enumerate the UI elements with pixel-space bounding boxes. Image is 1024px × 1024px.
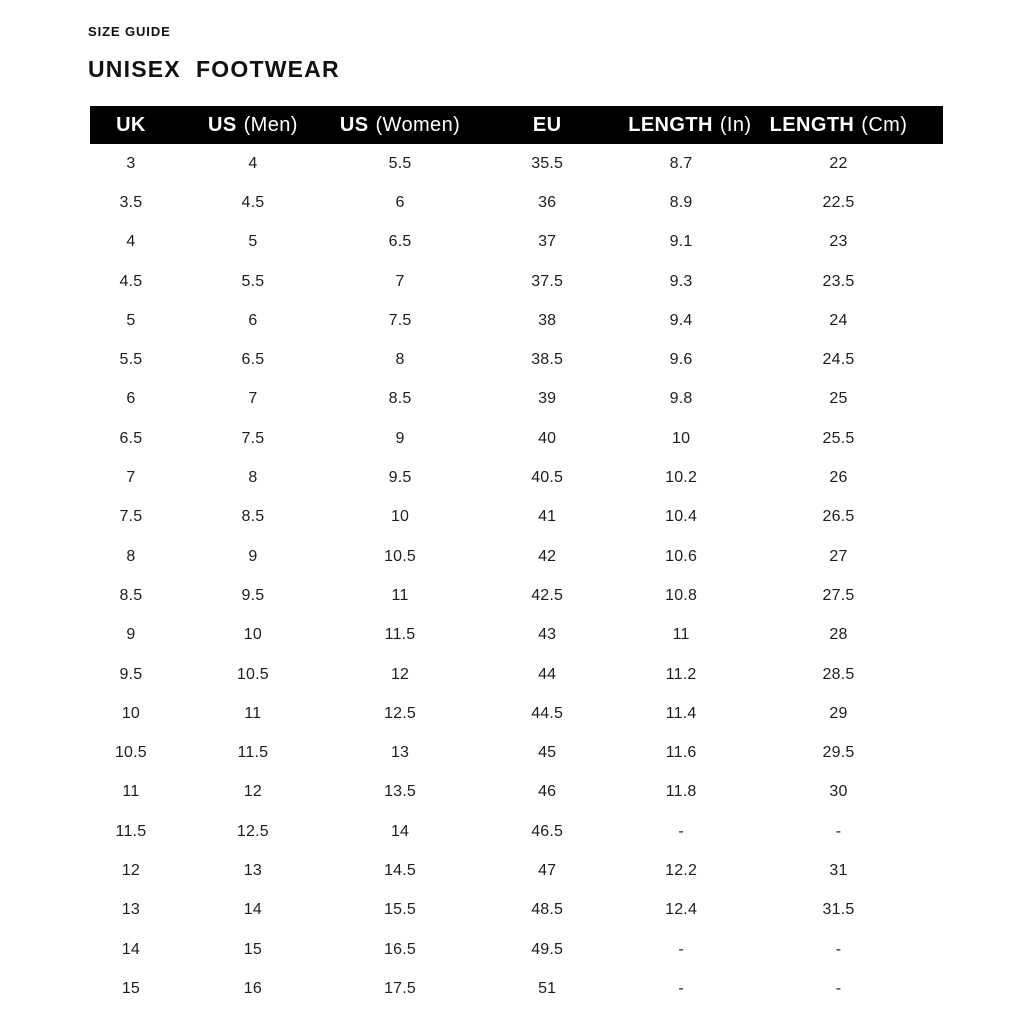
size-cell: 10 (121, 704, 141, 722)
size-cell: 22 (829, 154, 848, 172)
size-cell: 8.9 (669, 193, 693, 211)
size-cell: 11.5 (237, 744, 269, 762)
table-row (90, 498, 943, 537)
table-row (90, 616, 943, 655)
size-cell: 10.8 (665, 586, 698, 604)
table-row (90, 655, 943, 694)
size-cell: 9 (395, 429, 405, 447)
size-cell: 10 (390, 508, 410, 526)
size-cell: - (678, 822, 684, 840)
size-cell: 13.5 (384, 783, 417, 801)
size-cell: 6 (126, 390, 136, 408)
size-cell: 25 (829, 390, 848, 408)
size-cell: 22.5 (822, 193, 855, 211)
header-cell-us-women (334, 106, 466, 144)
size-cell: 11 (244, 704, 262, 722)
size-cell: 29 (829, 704, 848, 722)
header-cell-length-cm (734, 106, 943, 144)
size-cell: 4.5 (119, 272, 143, 290)
size-cell: 11.6 (665, 744, 697, 762)
size-cell: 6.5 (388, 233, 412, 251)
header-main-label: EU (532, 113, 562, 136)
size-cell: 27 (829, 547, 848, 565)
size-cell: 28 (829, 626, 848, 644)
size-cell: 27.5 (822, 586, 855, 604)
size-cell: 23 (829, 233, 848, 251)
size-cell: 12.4 (665, 901, 698, 919)
size-cell: 44 (538, 665, 557, 683)
size-cell: 9.5 (241, 586, 265, 604)
size-cell: 11.2 (665, 665, 697, 683)
header-main-label: US (339, 113, 369, 136)
table-row (90, 380, 943, 419)
size-cell: - (678, 979, 684, 997)
size-cell: 38 (538, 311, 557, 329)
size-cell: 37.5 (531, 272, 564, 290)
size-cell: 25.5 (822, 429, 855, 447)
size-cell: 10.2 (665, 469, 698, 487)
size-cell: 15 (243, 940, 262, 958)
table-row (90, 223, 943, 262)
size-cell: 29.5 (822, 744, 855, 762)
header-cell-uk (90, 106, 172, 144)
size-cell: 12.5 (236, 822, 269, 840)
table-row (90, 144, 943, 183)
header-main-label: UK (116, 113, 146, 136)
size-cell: 5 (126, 311, 136, 329)
size-cell: 47 (538, 861, 557, 879)
size-cell: - (835, 940, 842, 958)
table-row (90, 419, 943, 458)
size-cell: 12.2 (665, 861, 698, 879)
size-cell: 5 (248, 233, 258, 251)
size-cell: 51 (538, 979, 557, 997)
size-cell: 26 (829, 469, 848, 487)
size-cell: 17.5 (384, 979, 417, 997)
size-cell: 4 (126, 233, 136, 251)
table-row (90, 773, 943, 812)
table-row (90, 851, 943, 890)
size-cell: 10 (243, 626, 262, 644)
size-cell: 5.5 (119, 351, 143, 369)
size-cell: 11.5 (384, 626, 416, 644)
size-cell: 14 (243, 901, 262, 919)
size-cell: 11.8 (665, 783, 697, 801)
size-cell: 4 (248, 154, 258, 172)
size-cell: 49.5 (531, 940, 564, 958)
size-cell: 31 (829, 861, 848, 879)
size-cell: 8 (126, 547, 136, 565)
size-cell: 11 (391, 586, 409, 604)
size-cell: 11.5 (115, 822, 147, 840)
size-cell: 3 (126, 154, 136, 172)
size-cell: 39 (538, 390, 557, 408)
size-cell: 10.5 (114, 744, 147, 762)
size-cell: 13 (243, 861, 262, 879)
size-cell: - (835, 979, 842, 997)
table-row (90, 183, 943, 222)
header-suffix-label: (Women) (375, 113, 461, 136)
size-cell: 13 (390, 744, 410, 762)
size-cell: 44.5 (531, 704, 564, 722)
size-cell: 48.5 (531, 901, 564, 919)
size-cell: 6 (395, 193, 405, 211)
size-guide-kicker: SIZE GUIDE (88, 24, 171, 39)
size-cell: 14.5 (384, 861, 417, 879)
size-cell: 31.5 (822, 901, 855, 919)
size-cell: 7.5 (241, 429, 265, 447)
size-cell: 24 (829, 311, 848, 329)
size-cell: 30 (829, 783, 848, 801)
header-suffix-label: (Cm) (861, 113, 908, 136)
size-cell: - (678, 940, 684, 958)
size-cell: 11 (672, 626, 690, 644)
size-cell: 37 (538, 233, 557, 251)
size-cell: 10.5 (384, 547, 417, 565)
size-cell: 46.5 (531, 822, 564, 840)
table-row (90, 694, 943, 733)
size-cell: 26.5 (822, 508, 855, 526)
size-cell: 43 (538, 626, 557, 644)
header-main-label: US (207, 113, 237, 136)
size-cell: 10.6 (665, 547, 698, 565)
size-cell: 15.5 (384, 901, 417, 919)
table-row (90, 812, 943, 851)
size-cell: 38.5 (531, 351, 564, 369)
size-cell: 9.5 (388, 469, 412, 487)
size-cell: 8.5 (119, 586, 143, 604)
table-row (90, 301, 943, 340)
size-cell: 42.5 (531, 586, 564, 604)
header-main-label: LENGTH (628, 113, 713, 136)
size-cell: 13 (121, 901, 141, 919)
header-cell-length-in (628, 106, 752, 144)
size-table (90, 106, 943, 1009)
size-cell: 9.4 (669, 311, 693, 329)
size-cell: - (835, 822, 842, 840)
size-cell: 9.5 (119, 665, 143, 683)
size-cell: 40.5 (531, 469, 564, 487)
header-cell-us-men (172, 106, 334, 144)
size-cell: 15 (121, 979, 141, 997)
size-cell: 42 (538, 547, 557, 565)
header-cell-eu (466, 106, 628, 144)
table-row (90, 262, 943, 301)
size-cell: 6.5 (241, 351, 265, 369)
size-cell: 41 (538, 508, 557, 526)
size-cell: 16 (243, 979, 262, 997)
size-cell: 23.5 (822, 272, 855, 290)
size-cell: 8 (248, 469, 258, 487)
size-cell: 7 (395, 272, 405, 290)
size-cell: 46 (538, 783, 557, 801)
size-cell: 6.5 (119, 429, 143, 447)
table-row (90, 733, 943, 772)
size-cell: 7.5 (388, 311, 412, 329)
size-cell: 3.5 (119, 193, 143, 211)
size-cell: 28.5 (822, 665, 855, 683)
size-cell: 8.5 (388, 390, 412, 408)
size-cell: 5.5 (388, 154, 412, 172)
size-cell: 6 (248, 311, 258, 329)
size-cell: 7.5 (119, 508, 143, 526)
size-cell: 8 (395, 351, 405, 369)
size-cell: 5.5 (241, 272, 265, 290)
size-cell: 16.5 (384, 940, 417, 958)
size-cell: 40 (538, 429, 557, 447)
size-cell: 9 (126, 626, 136, 644)
size-cell: 9.8 (669, 390, 693, 408)
size-cell: 24.5 (822, 351, 855, 369)
size-cell: 9.1 (669, 233, 693, 251)
size-cell: 11.4 (665, 704, 697, 722)
size-cell: 7 (248, 390, 258, 408)
size-cell: 36 (538, 193, 557, 211)
page-title: UNISEX FOOTWEAR (88, 56, 340, 82)
size-cell: 9 (248, 547, 258, 565)
size-cell: 35.5 (531, 154, 564, 172)
table-header-row (90, 106, 943, 144)
size-table-body (90, 144, 943, 1009)
size-cell: 45 (538, 744, 557, 762)
size-cell: 10 (671, 429, 691, 447)
table-row (90, 458, 943, 497)
table-row (90, 340, 943, 379)
size-cell: 9.6 (669, 351, 693, 369)
size-cell: 11 (122, 783, 140, 801)
size-cell: 10.5 (236, 665, 269, 683)
table-row (90, 969, 943, 1008)
size-cell: 4.5 (241, 193, 265, 211)
table-row (90, 930, 943, 969)
table-row (90, 576, 943, 615)
size-cell: 14 (390, 822, 410, 840)
size-cell: 8.5 (241, 508, 265, 526)
header-suffix-label: (Men) (243, 113, 298, 136)
size-cell: 12.5 (384, 704, 417, 722)
header-main-label: LENGTH (769, 113, 855, 136)
size-cell: 12 (243, 783, 262, 801)
size-cell: 12 (121, 861, 141, 879)
header-suffix-label: (In) (719, 113, 752, 136)
table-row (90, 537, 943, 576)
size-cell: 7 (126, 469, 136, 487)
table-row (90, 891, 943, 930)
size-cell: 12 (390, 665, 410, 683)
size-cell: 14 (121, 940, 141, 958)
size-cell: 9.3 (669, 272, 693, 290)
size-cell: 10.4 (665, 508, 698, 526)
size-cell: 8.7 (669, 154, 693, 172)
